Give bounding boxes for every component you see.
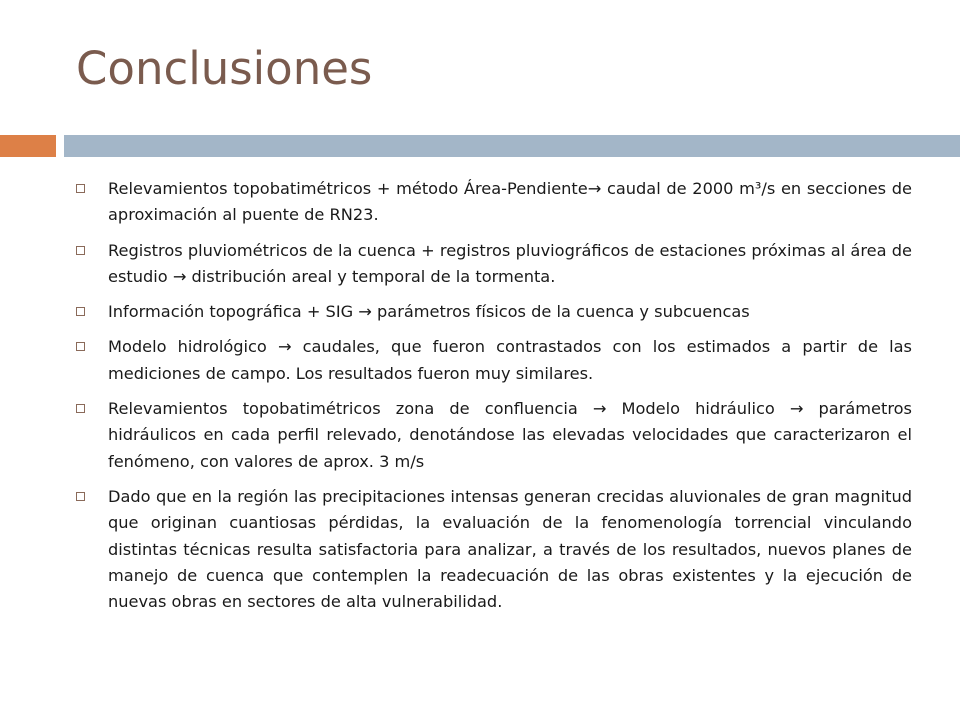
accent-bar xyxy=(0,135,56,157)
bullet-text: Relevamientos topobatimétricos + método Área-Pendiente→ caudal de 2000 m³/s en secciones de aproximación al puente de RN23. xyxy=(108,179,912,225)
hollow-square-icon xyxy=(76,492,85,501)
header-bar xyxy=(64,135,960,157)
bullet-text: Información topográfica + SIG → parámetros físicos de la cuenca y subcuencas xyxy=(108,302,750,322)
bullet-item xyxy=(76,299,912,325)
hollow-square-icon xyxy=(76,246,85,255)
hollow-square-icon xyxy=(76,307,85,316)
bullet-text: Dado que en la región las precipitaciones intensas generan crecidas aluvionales de gran magnitud que originan cuantiosas pérdidas, la evaluación de la fenomenología torrencial vinculando distintas técnicas resulta satisfactoria para analizar, a través de los resultados, nuevos planes de manejo de cuenca que contemplen la readecuación de las obras existentes y la ejecución de nuevas obras en sectores de alta vulnerabilidad. xyxy=(108,486,912,612)
slide-title: Conclusiones xyxy=(76,42,373,95)
bullet-item xyxy=(76,176,912,229)
bullet-item xyxy=(76,396,912,475)
bullet-item xyxy=(76,484,912,615)
bullet-text: Registros pluviométricos de la cuenca + registros pluviográficos de estaciones próximas al área de estudio → distribución areal y temporal de la tormenta. xyxy=(108,240,912,286)
hollow-square-icon xyxy=(76,404,85,413)
bullet-item xyxy=(76,238,912,291)
bullet-text: Modelo hidrológico → caudales, que fueron contrastados con los estimados a partir de las mediciones de campo. Los resultados fueron muy similares. xyxy=(108,337,912,383)
bullet-text: Relevamientos topobatimétricos zona de confluencia → Modelo hidráulico → parámetros hidráulicos en cada perfil relevado, denotándose las elevadas velocidades que caracterizaron el fenómeno, con valores de aprox. 3 m/s xyxy=(108,399,912,471)
bullet-list xyxy=(76,176,912,624)
hollow-square-icon xyxy=(76,184,85,193)
bullet-item xyxy=(76,334,912,387)
hollow-square-icon xyxy=(76,342,85,351)
